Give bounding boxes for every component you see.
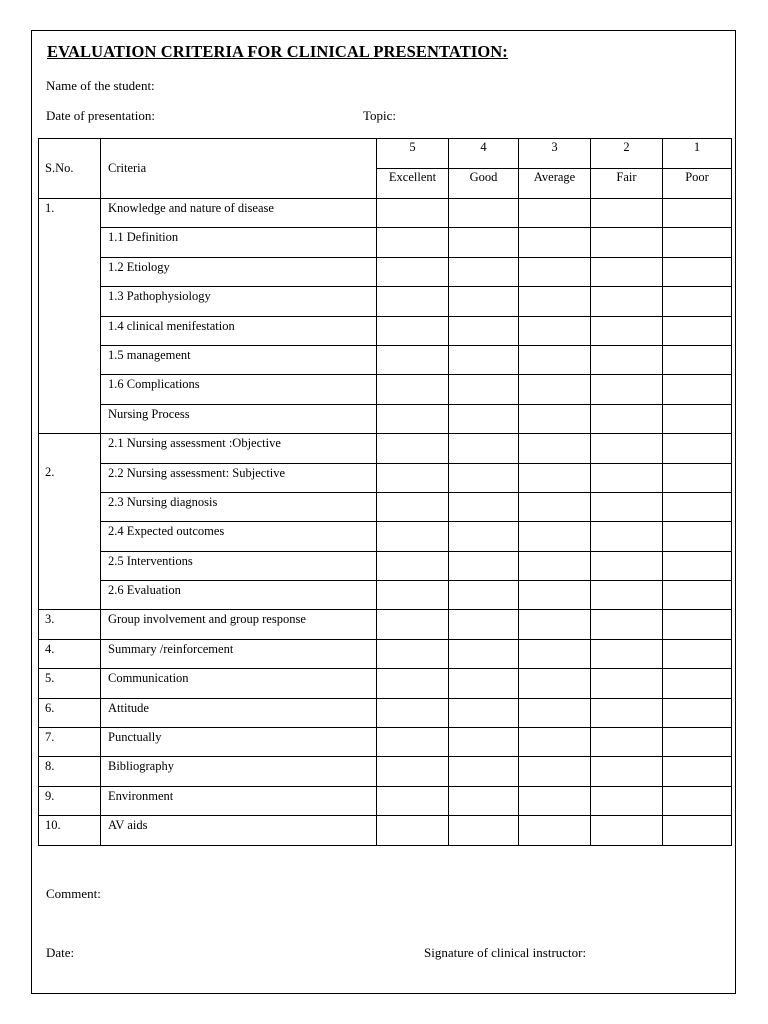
row-sno: 10. [39,816,101,845]
score-cell[interactable] [663,551,732,580]
score-cell[interactable] [377,434,449,463]
comment-label: Comment: [46,886,101,901]
score-cell[interactable] [591,698,663,727]
score-cell[interactable] [519,492,591,521]
score-cell[interactable] [449,375,519,404]
table-row [39,463,732,492]
student-name-label: Name of the student: [46,78,155,93]
header-sno: S.No. [39,139,101,199]
row-sno: 6. [39,698,101,727]
score-cell[interactable] [591,522,663,551]
row-criteria: Knowledge and nature of disease [101,199,377,228]
score-cell[interactable] [449,698,519,727]
row-sno [39,404,101,433]
row-sno: 1. [39,199,101,228]
table-row [39,404,732,433]
score-cell[interactable] [519,728,591,757]
score-cell[interactable] [377,757,449,786]
score-cell[interactable] [591,345,663,374]
table-row [39,698,732,727]
score-cell[interactable] [663,316,732,345]
score-cell[interactable] [519,345,591,374]
score-cell[interactable] [591,728,663,757]
score-cell[interactable] [449,522,519,551]
table-row [39,581,732,610]
score-cell[interactable] [377,786,449,815]
row-criteria: Attitude [101,698,377,727]
score-cell[interactable] [449,757,519,786]
row-sno [39,257,101,286]
header-label-poor: Poor [663,169,732,199]
score-cell[interactable] [591,610,663,639]
score-cell[interactable] [663,345,732,374]
table-row [39,199,732,228]
header-score-4: 4 [449,139,519,169]
score-cell[interactable] [591,434,663,463]
score-cell[interactable] [663,492,732,521]
row-sno [39,581,101,610]
header-label-excellent: Excellent [377,169,449,199]
score-cell[interactable] [591,287,663,316]
score-cell[interactable] [591,316,663,345]
score-cell[interactable] [591,463,663,492]
score-cell[interactable] [377,669,449,698]
score-cell[interactable] [663,287,732,316]
row-criteria: 1.3 Pathophysiology [101,287,377,316]
score-cell[interactable] [449,463,519,492]
score-cell[interactable] [449,404,519,433]
row-criteria: Group involvement and group response [101,610,377,639]
score-cell[interactable] [377,698,449,727]
table-row [39,375,732,404]
header-score-5: 5 [377,139,449,169]
row-criteria: 2.3 Nursing diagnosis [101,492,377,521]
table-row [39,228,732,257]
table-row [39,257,732,286]
score-cell[interactable] [377,492,449,521]
score-cell[interactable] [591,669,663,698]
row-sno [39,345,101,374]
table-row [39,610,732,639]
score-cell[interactable] [449,610,519,639]
score-cell[interactable] [663,199,732,228]
score-cell[interactable] [449,257,519,286]
header-score-3: 3 [519,139,591,169]
row-sno [39,551,101,580]
score-cell[interactable] [519,199,591,228]
table-row [39,345,732,374]
score-cell[interactable] [519,698,591,727]
score-cell[interactable] [519,581,591,610]
score-cell[interactable] [377,404,449,433]
score-cell[interactable] [519,434,591,463]
score-cell[interactable] [591,375,663,404]
row-criteria: 2.4 Expected outcomes [101,522,377,551]
table-row [39,757,732,786]
score-cell[interactable] [663,434,732,463]
score-cell[interactable] [591,551,663,580]
score-cell[interactable] [449,816,519,845]
score-cell[interactable] [519,228,591,257]
page-title: EVALUATION CRITERIA FOR CLINICAL PRESENTATION: [47,42,508,61]
row-sno: 7. [39,728,101,757]
row-sno [39,522,101,551]
score-cell[interactable] [663,463,732,492]
score-cell[interactable] [663,786,732,815]
score-cell[interactable] [449,551,519,580]
score-cell[interactable] [519,375,591,404]
table-row [39,287,732,316]
score-cell[interactable] [663,404,732,433]
score-cell[interactable] [663,610,732,639]
score-cell[interactable] [663,669,732,698]
table-row [39,434,732,463]
row-criteria: Punctually [101,728,377,757]
score-cell[interactable] [377,581,449,610]
score-cell[interactable] [663,698,732,727]
score-cell[interactable] [519,522,591,551]
score-cell[interactable] [377,287,449,316]
row-criteria: 1.2 Etiology [101,257,377,286]
score-cell[interactable] [663,228,732,257]
header-score-1: 1 [663,139,732,169]
row-criteria: AV aids [101,816,377,845]
row-criteria: Summary /reinforcement [101,639,377,668]
score-cell[interactable] [377,257,449,286]
header-score-2: 2 [591,139,663,169]
score-cell[interactable] [449,199,519,228]
score-cell[interactable] [663,375,732,404]
score-cell[interactable] [519,757,591,786]
score-cell[interactable] [449,581,519,610]
score-cell[interactable] [519,551,591,580]
score-cell[interactable] [377,316,449,345]
row-criteria: Nursing Process [101,404,377,433]
table-row [39,522,732,551]
score-cell[interactable] [449,492,519,521]
score-cell[interactable] [449,287,519,316]
row-sno: 3. [39,610,101,639]
score-cell[interactable] [519,610,591,639]
score-cell[interactable] [377,639,449,668]
row-criteria: 1.1 Definition [101,228,377,257]
score-cell[interactable] [663,816,732,845]
row-criteria: Bibliography [101,757,377,786]
score-cell[interactable] [377,199,449,228]
score-cell[interactable] [377,522,449,551]
row-criteria: Communication [101,669,377,698]
score-cell[interactable] [449,316,519,345]
table-row [39,816,732,845]
score-cell[interactable] [591,639,663,668]
score-cell[interactable] [591,816,663,845]
header-criteria: Criteria [101,139,377,199]
score-cell[interactable] [519,669,591,698]
score-cell[interactable] [377,610,449,639]
score-cell[interactable] [377,345,449,374]
row-sno [39,287,101,316]
row-criteria: 2.5 Interventions [101,551,377,580]
score-cell[interactable] [449,639,519,668]
score-cell[interactable] [591,757,663,786]
row-criteria: 1.5 management [101,345,377,374]
score-cell[interactable] [449,345,519,374]
evaluation-table-wrapper [38,138,731,846]
score-cell[interactable] [591,404,663,433]
header-row-scores [39,139,732,169]
row-sno [39,316,101,345]
score-cell[interactable] [519,316,591,345]
row-sno [39,492,101,521]
score-cell[interactable] [663,728,732,757]
score-cell[interactable] [519,463,591,492]
score-cell[interactable] [663,522,732,551]
score-cell[interactable] [591,228,663,257]
table-row [39,728,732,757]
table-row [39,492,732,521]
score-cell[interactable] [449,786,519,815]
topic-label: Topic: [363,108,397,123]
score-cell[interactable] [377,228,449,257]
score-cell[interactable] [591,257,663,286]
score-cell[interactable] [663,757,732,786]
score-cell[interactable] [663,639,732,668]
score-cell[interactable] [519,786,591,815]
score-cell[interactable] [449,228,519,257]
header-label-good: Good [449,169,519,199]
row-criteria: 2.2 Nursing assessment: Subjective [101,463,377,492]
row-criteria: 2.6 Evaluation [101,581,377,610]
score-cell[interactable] [519,287,591,316]
score-cell[interactable] [449,669,519,698]
signature-label: Signature of clinical instructor: [424,945,587,960]
score-cell[interactable] [377,375,449,404]
score-cell[interactable] [519,404,591,433]
row-criteria: 1.6 Complications [101,375,377,404]
row-sno: 8. [39,757,101,786]
row-sno [39,228,101,257]
score-cell[interactable] [591,786,663,815]
header-label-average: Average [519,169,591,199]
score-cell[interactable] [377,816,449,845]
evaluation-table [38,138,732,846]
score-cell[interactable] [663,257,732,286]
row-sno: 5. [39,669,101,698]
row-criteria: Environment [101,786,377,815]
score-cell[interactable] [519,639,591,668]
score-cell[interactable] [449,434,519,463]
row-criteria: 1.4 clinical menifestation [101,316,377,345]
score-cell[interactable] [591,492,663,521]
score-cell[interactable] [663,581,732,610]
score-cell[interactable] [377,728,449,757]
score-cell[interactable] [519,816,591,845]
row-sno: 9. [39,786,101,815]
row-sno: 4. [39,639,101,668]
score-cell[interactable] [377,463,449,492]
table-row [39,316,732,345]
score-cell[interactable] [519,257,591,286]
score-cell[interactable] [591,199,663,228]
row-criteria: 2.1 Nursing assessment :Objective [101,434,377,463]
header-label-fair: Fair [591,169,663,199]
row-sno [39,434,101,463]
presentation-date-label: Date of presentation: [46,108,156,123]
table-row [39,786,732,815]
row-sno: 2. [39,463,101,492]
row-sno [39,375,101,404]
score-cell[interactable] [449,728,519,757]
date-label: Date: [46,945,75,960]
table-row [39,551,732,580]
score-cell[interactable] [591,581,663,610]
table-row [39,639,732,668]
score-cell[interactable] [377,551,449,580]
table-row [39,669,732,698]
